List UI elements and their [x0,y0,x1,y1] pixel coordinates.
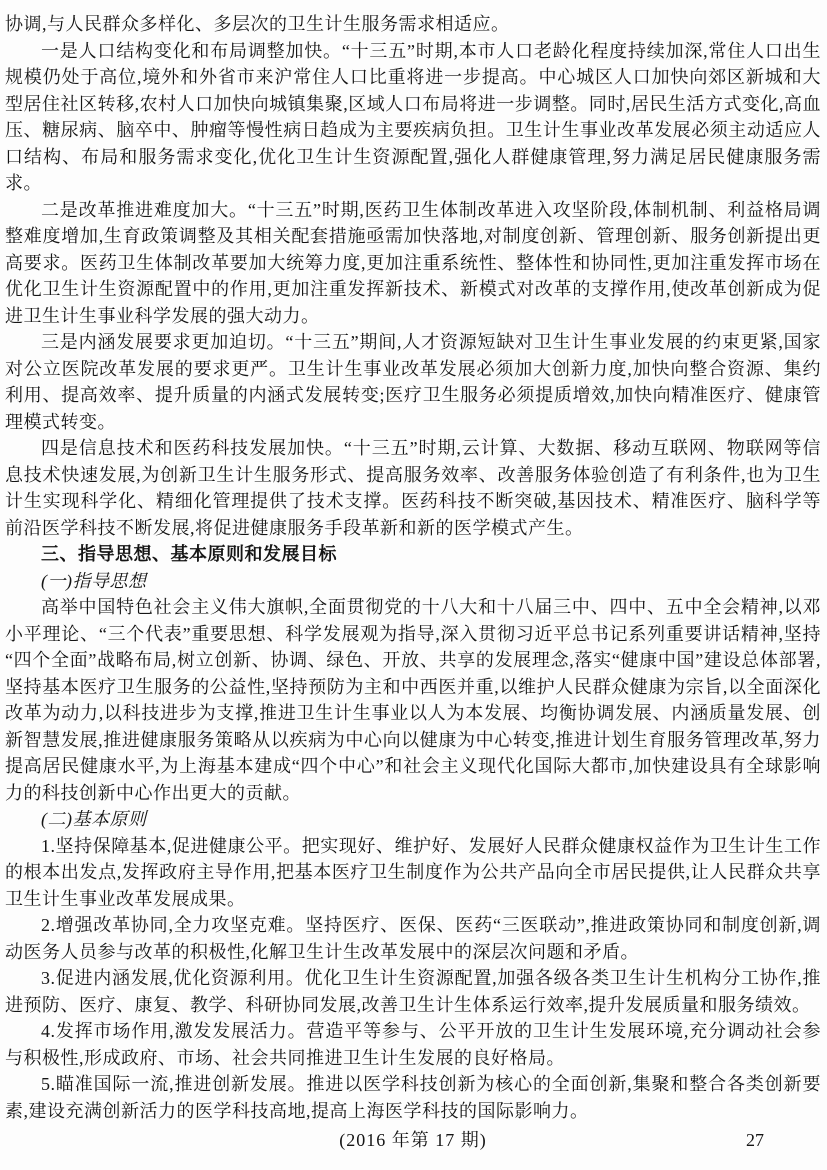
para-guiding-ideology: 高举中国特色社会主义伟大旗帜,全面贯彻党的十八大和十八届三中、四中、五中全会精神,以邓小平理论、“三个代表”重要思想、科学发展观为指导,深入贯彻习近平总书记系列重要讲话精神,坚持“四个全面”战略布局,树立创新、协调、绿色、开放、共享的发展理念,落实“健康中国”建设总体部署,坚持基本医疗卫生服务的公益性,坚持预防为主和中西医并重,以维护人民群众健康为宗旨,以全面深化改革为动力,以科技进步为支撑,推进卫生计生事业以人为本发展、均衡协调发展、内涵质量发展、创新智慧发展,推进健康服务策略从以疾病为中心向以健康为中心转变,推进计划生育服务管理改革,努力提高居民健康水平,为上海基本建成“四个中心”和社会主义现代化国际大都市,加快建设具有全球影响力的科技创新中心作出更大的贡献。 [5,597,821,803]
para-four-info-technology: 四是信息技术和医药科技发展加快。“十三五”时期,云计算、大数据、移动互联网、物联网等信息技术快速发展,为创新卫生计生服务形式、提高服务效率、改善服务体验创造了有利条件,也为卫生计生实现科学化、精细化管理提供了技术支撑。医药科技不断突破,基因技术、精准医疗、脑科学等前沿医学科技不断发展,将促进健康服务手段革新和新的医学模式产生。 [5,438,821,538]
para-one-population-change: 一是人口结构变化和布局调整加快。“十三五”时期,本市人口老龄化程度持续加深,常住人口出生规模仍处于高位,境外和外省市来沪常住人口比重将进一步提高。中心城区人口加快向郊区新城和大型居住社区转移,农村人口加快向城镇集聚,区域人口布局将进一步调整。同时,居民生活方式变化,高血压、糖尿病、脑卒中、肿瘤等慢性病日趋成为主要疾病负担。卫生计生事业改革发展必须主动适应人口结构、布局和服务需求变化,优化卫生计生资源配置,强化人群健康管理,努力满足居民健康服务需求。 [5,40,821,193]
subheading-basic-principles: (二)基本原则 [41,809,147,829]
para-principle-5: 5.瞄准国际一流,推进创新发展。推进以医学科技创新为核心的全面创新,集聚和整合各类创新要素,建设充满创新活力的医学科技高地,提高上海医学科技的国际影响力。 [5,1074,821,1121]
page-footer [5,1127,821,1154]
section-heading-three: 三、指导思想、基本原则和发展目标 [41,544,337,564]
para-principle-1: 1.坚持保障基本,促进健康公平。把实现好、维护好、发展好人民群众健康权益作为卫生计生工作的根本出发点,发挥政府主导作用,把基本医疗卫生制度作为公共产品向全市居民提供,让人民群众共享卫生计生事业改革发展成果。 [5,835,821,909]
para-three-connotative-development: 三是内涵发展要求更加迫切。“十三五”期间,人才资源短缺对卫生计生事业发展的约束更紧,国家对公立医院改革发展的要求更严。卫生计生事业改革发展必须加大创新力度,加快向整合资源、集约利用、提高效率、提升质量的内涵式发展转变;医疗卫生服务必须提质增效,加快向精准医疗、健康管理模式转变。 [5,332,821,432]
page-number: 27 [746,1130,764,1150]
para-principle-4: 4.发挥市场作用,激发发展活力。营造平等参与、公平开放的卫生计生发展环境,充分调动社会参与积极性,形成政府、市场、社会共同推进卫生计生发展的良好格局。 [5,1021,821,1068]
para-two-reform-difficulty: 二是改革推进难度加大。“十三五”时期,医药卫生体制改革进入攻坚阶段,体制机制、利益格局调整难度增加,生育政策调整及其相关配套措施亟需加快落地,对制度创新、管理创新、服务创新提出更高要求。医药卫生体制改革要加大统筹力度,更加注重系统性、整体性和协同性,更加注重发挥市场在优化卫生计生资源配置中的作用,更加注重发挥新技术、新模式对改革的支撑作用,使改革创新成为促进卫生计生事业科学发展的强大动力。 [5,199,821,326]
subheading-guiding-ideology: (一)指导思想 [41,570,147,591]
para-principle-3: 3.促进内涵发展,优化资源利用。优化卫生计生资源配置,加强各级各类卫生计生机构分工协作,推进预防、医疗、康复、教学、科研协同发展,改善卫生计生体系运行效率,提升发展质量和服务绩效。 [5,968,821,1015]
para-principle-2: 2.增强改革协同,全力攻坚克难。坚持医疗、医保、医药“三医联动”,推进政策协同和制度创新,调动医务人员参与改革的积极性,化解卫生计生改革发展中的深层次问题和矛盾。 [5,915,821,962]
para-continuation: 协调,与人民群众多样化、多层次的卫生计生服务需求相适应。 [5,14,510,34]
journal-issue: (2016 年第 17 期) [339,1130,487,1150]
